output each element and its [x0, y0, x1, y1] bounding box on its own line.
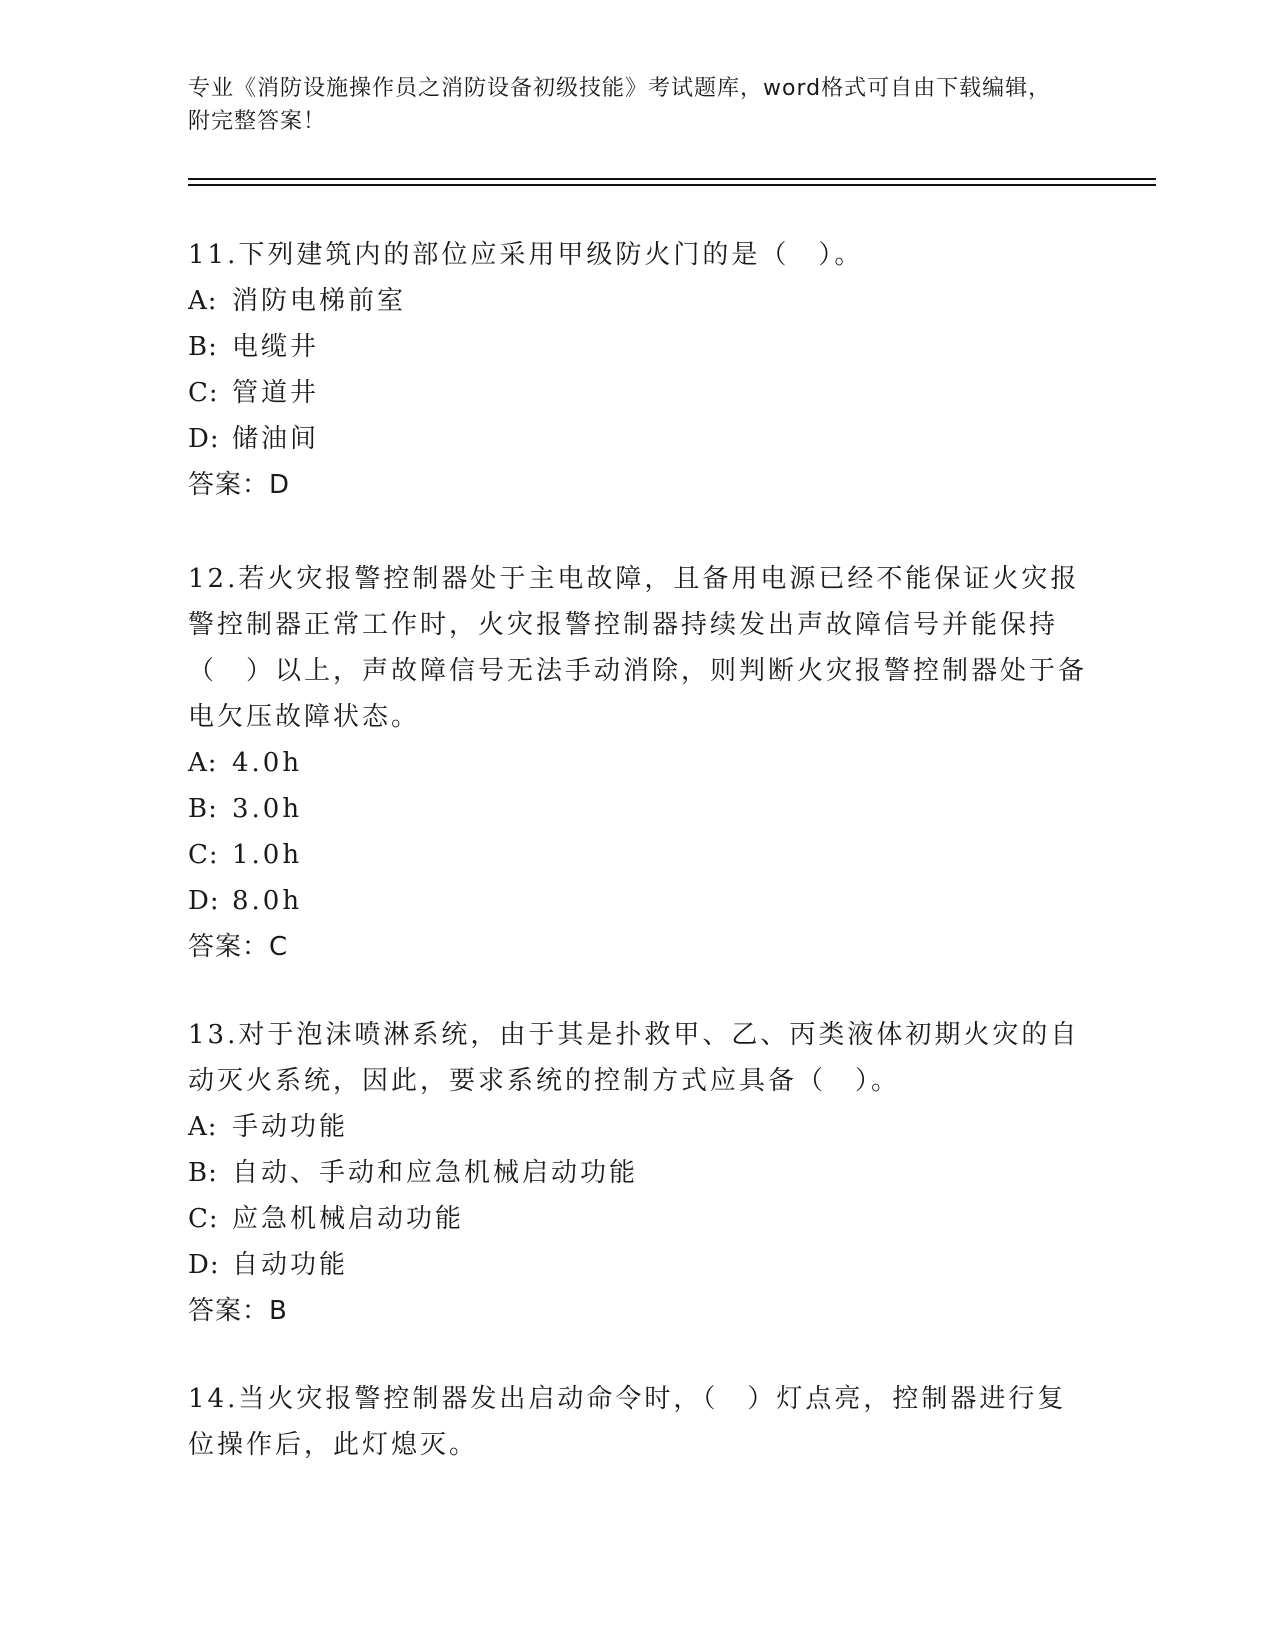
option-text: 3.0h: [232, 794, 303, 824]
option-text: 8.0h: [232, 886, 303, 916]
answer-label: 答案：C: [188, 932, 289, 962]
option-letter: A:: [188, 748, 218, 778]
question-13: [188, 1012, 1088, 1334]
question-12: [188, 556, 1088, 970]
option-text: 自动功能: [232, 1250, 349, 1280]
option-letter: A:: [188, 1112, 218, 1142]
option-text: 自动、手动和应急机械启动功能: [232, 1158, 639, 1188]
option-c: [188, 832, 1088, 878]
option-a: [188, 278, 1088, 324]
option-d: [188, 878, 1088, 924]
question-stem: 13.对于泡沫喷淋系统，由于其是扑救甲、乙、丙类液体初期火灾的自动灭火系统，因此，要求系统的控制方式应具备（ ）。: [188, 1020, 1080, 1096]
option-letter: D:: [188, 424, 220, 454]
option-text: 4.0h: [232, 748, 303, 778]
option-letter: C:: [188, 840, 219, 870]
header-divider-top: [188, 178, 1156, 180]
option-c: [188, 370, 1088, 416]
option-letter: A:: [188, 286, 218, 316]
option-text: 电缆井: [232, 332, 320, 362]
option-letter: C:: [188, 378, 219, 408]
header-divider-bottom: [188, 184, 1156, 186]
option-b: [188, 1150, 1088, 1196]
answer-label: 答案：B: [188, 1296, 288, 1326]
question-stem: 14.当火灾报警控制器发出启动命令时，（ ）灯点亮，控制器进行复位操作后，此灯熄灭。: [188, 1384, 1067, 1460]
option-text: 管道井: [232, 378, 320, 408]
option-letter: B:: [188, 794, 218, 824]
option-d: [188, 416, 1088, 462]
question-stem: 12.若火灾报警控制器处于主电故障，且备用电源已经不能保证火灾报警控制器正常工作时，火灾报警控制器持续发出声故障信号并能保持（ ）以上，声故障信号无法手动消除，则判断火灾报警控制器处于备电欠压故障状态。: [188, 564, 1088, 732]
option-b: [188, 324, 1088, 370]
option-letter: D:: [188, 1250, 220, 1280]
option-text: 消防电梯前室: [232, 286, 407, 316]
answer-label: 答案：D: [188, 470, 291, 500]
question-11: [188, 232, 1088, 508]
question-14: [188, 1376, 1088, 1468]
option-a: [188, 1104, 1088, 1150]
question-stem: 11.下列建筑内的部位应采用甲级防火门的是（ ）。: [188, 240, 864, 270]
option-d: [188, 1242, 1088, 1288]
option-letter: B:: [188, 1158, 218, 1188]
option-text: 手动功能: [232, 1112, 349, 1142]
option-letter: C:: [188, 1204, 219, 1234]
option-b: [188, 786, 1088, 832]
option-letter: D:: [188, 886, 220, 916]
option-a: [188, 740, 1088, 786]
option-letter: B:: [188, 332, 218, 362]
option-c: [188, 1196, 1088, 1242]
option-text: 1.0h: [232, 840, 303, 870]
option-text: 储油间: [232, 424, 320, 454]
document-header: 专业《消防设施操作员之消防设备初级技能》考试题库，word格式可自由下载编辑，附完整答案！: [188, 76, 1052, 134]
option-text: 应急机械启动功能: [232, 1204, 465, 1234]
